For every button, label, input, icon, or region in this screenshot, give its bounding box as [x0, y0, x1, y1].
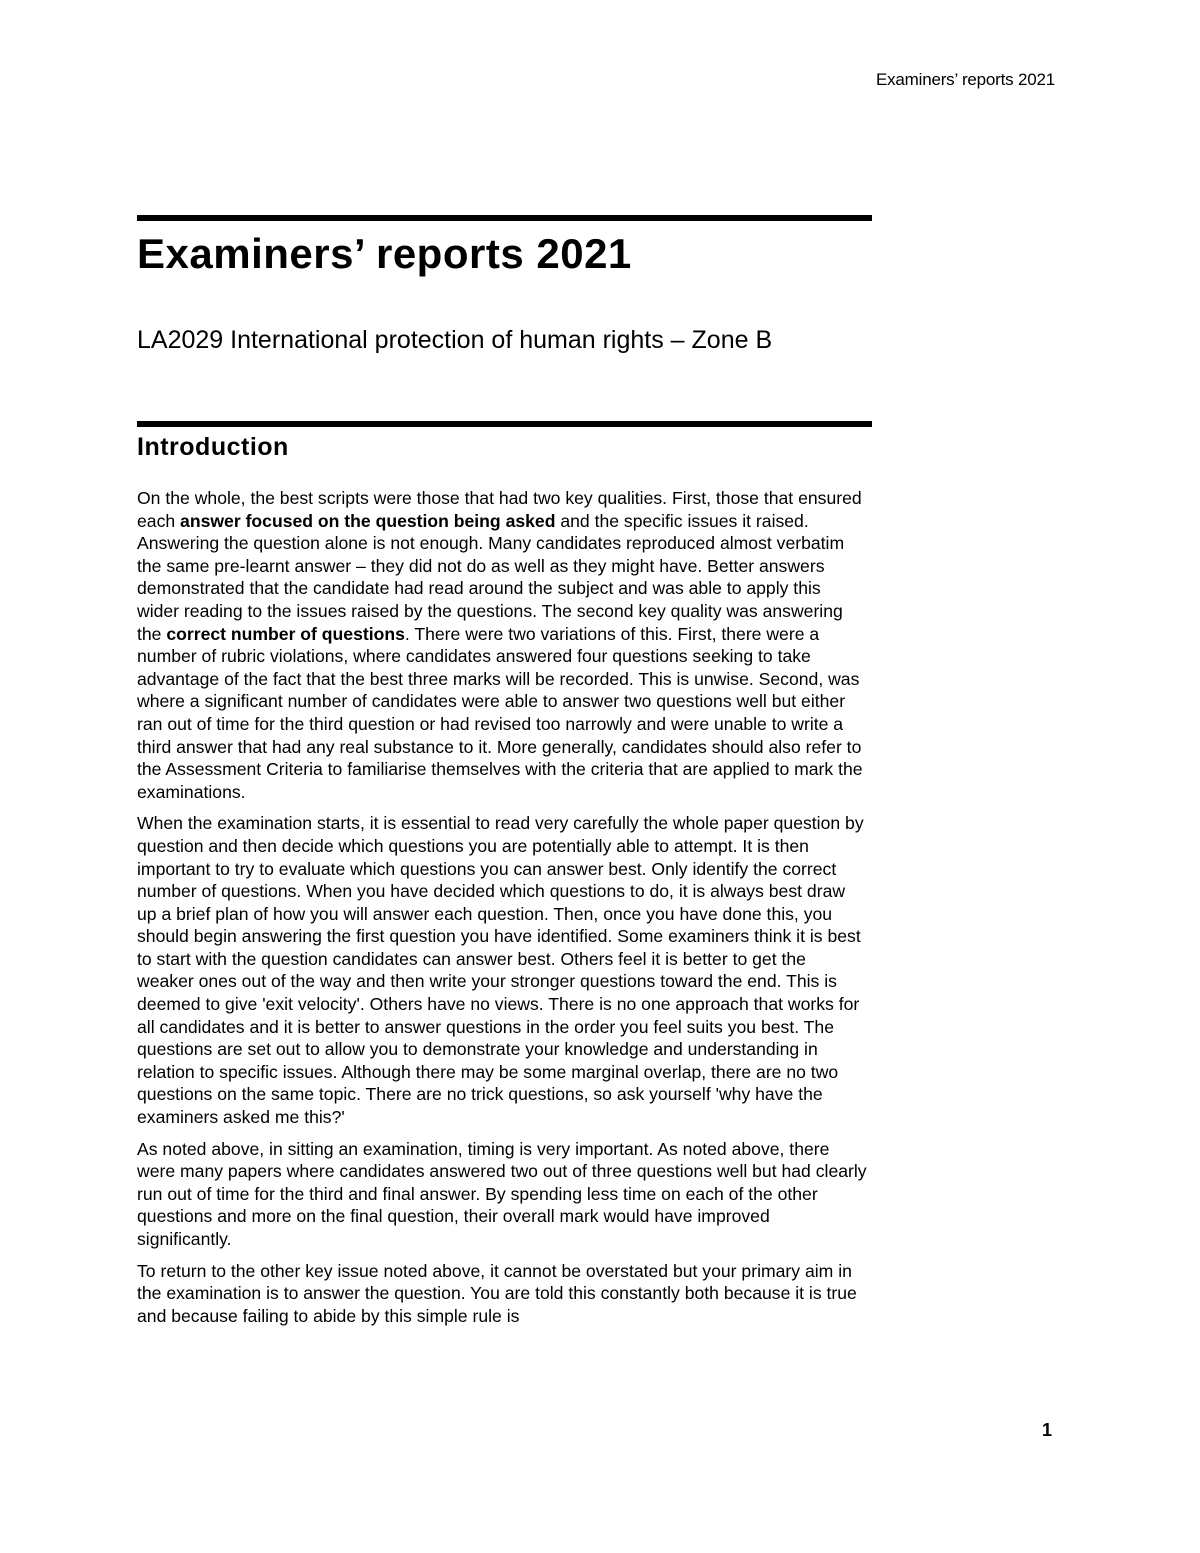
paragraph-1-part-c: and the specific issues it raised. Answering the question alone is not enough. Many candidates reproduced almost verbatim the same pre-learnt answer – they did not do as well as they might have. Better answers demonstrated that the candidate had read around the subject and was able to apply this wider reading to the issues raised by the questions. The second key quality was answering the [137, 510, 845, 644]
paragraph-1 [137, 487, 867, 803]
section-rule [137, 421, 872, 427]
paragraph-1-emphasis-question: answer focused on the question being asked [180, 510, 556, 531]
running-header: Examiners’ reports 2021 [875, 70, 1055, 89]
course-subtitle: LA2029 International protection of human rights – Zone B [137, 326, 773, 354]
body-text [137, 487, 867, 1336]
paragraph-1-emphasis-number: correct number of questions [166, 623, 405, 644]
paragraph-1-part-a: On the whole, the best scripts were those that had two key qualities. First, those that ensured each [137, 488, 862, 531]
paragraph-1-part-e: . There were two variations of this. First, there were a number of rubric violations, where candidates answered four questions seeking to take advantage of the fact that the best three marks will be recorded. This is unwise. Second, was where a significant number of candidates were able to answer two questions well but either ran out of time for the third question or had revised too narrowly and were unable to write a third answer that had any real substance to it. More generally, candidates should also refer to the Assessment Criteria to familiarise themselves with the criteria that are applied to mark the examinations. [137, 623, 863, 802]
document-title: Examiners’ reports 2021 [137, 230, 632, 277]
paragraph-2: When the examination starts, it is essential to read very carefully the whole paper question by question and then decide which questions you are potentially able to attempt. It is then important to try to evaluate which questions you can answer best. Only identify the correct number of questions. When you have decided which questions to do, it is always best draw up a brief plan of how you will answer each question. Then, once you have done this, you should begin answering the first question you have identified. Some examiners think it is best to start with the question candidates can answer best. Others feel it is better to get the weaker ones out of the way and then write your stronger questions toward the end. This is deemed to give 'exit velocity'. Others have no views. There is no one approach that works for all candidates and it is better to answer questions in the order you feel suits you best. The questions are set out to allow you to demonstrate your knowledge and understanding in relation to specific issues. Although there may be some marginal overlap, there are no two questions on the same topic. There are no trick questions, so ask yourself 'why have the examiners asked me this?' [137, 813, 864, 1128]
paragraph-4: To return to the other key issue noted above, it cannot be overstated but your primary aim in the examination is to answer the question. You are told this constantly both because it is true and because failing to abide by this simple rule is [137, 1260, 857, 1326]
top-rule [137, 215, 872, 221]
page-number: 1 [1041, 1420, 1052, 1440]
section-heading-introduction: Introduction [137, 433, 289, 461]
paragraph-3: As noted above, in sitting an examination, timing is very important. As noted above, there were many papers where candidates answered two out of three questions well but had clearly run out of time for the third and final answer. By spending less time on each of the other questions and more on the final question, their overall mark would have improved significantly. [137, 1138, 867, 1249]
